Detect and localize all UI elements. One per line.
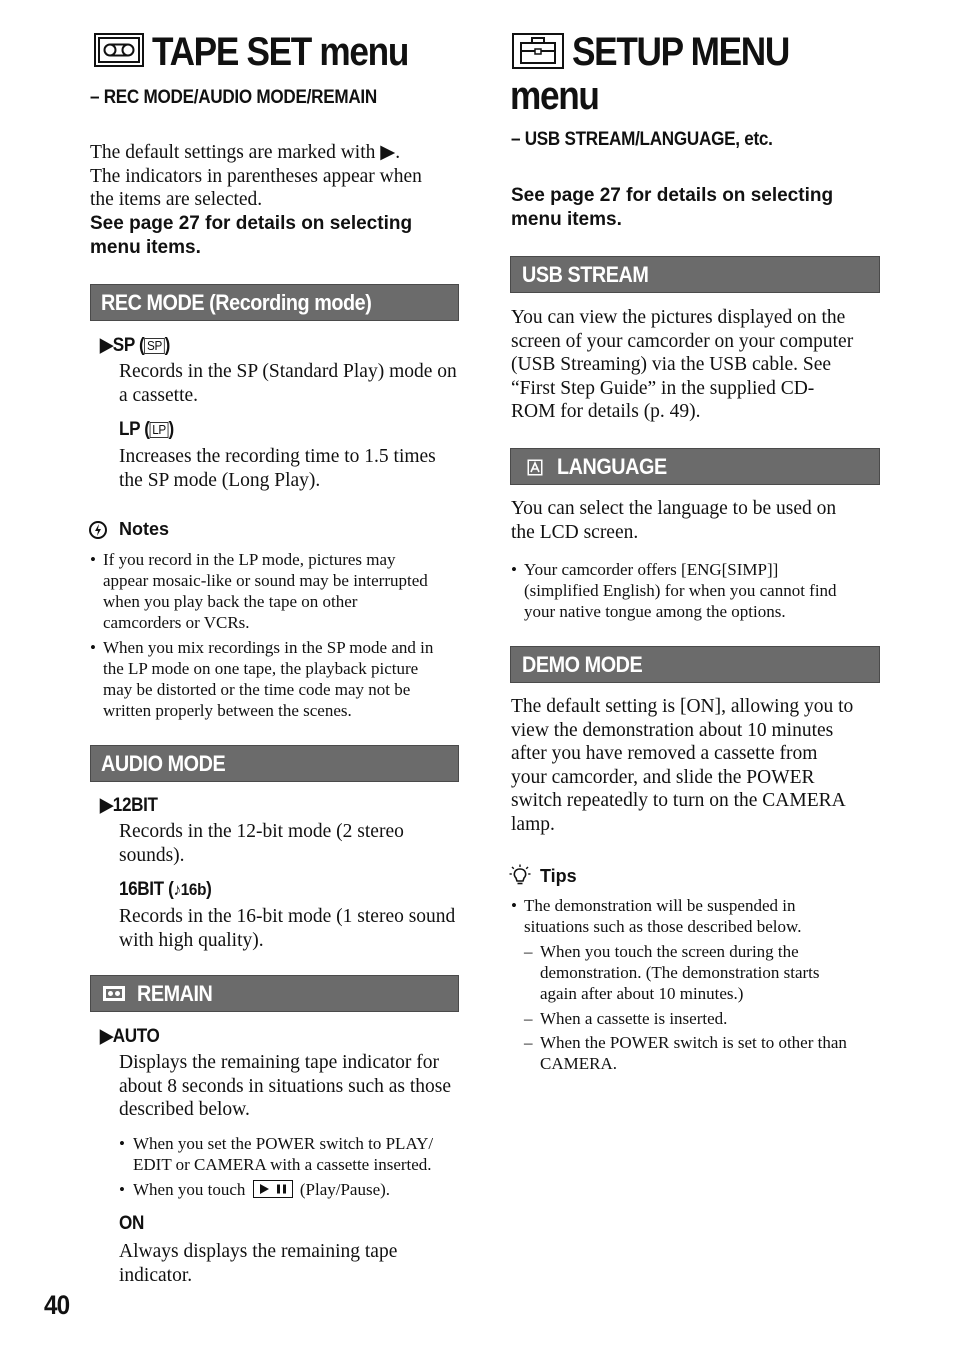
desc-line: ROM for details (p. 49). bbox=[511, 401, 701, 422]
desc-line: Records in the SP (Standard Play) mode on bbox=[119, 361, 457, 382]
option-12bit-desc bbox=[119, 820, 464, 867]
desc-line: You can view the pictures displayed on the bbox=[511, 307, 846, 328]
option-auto bbox=[100, 1025, 159, 1048]
bullet-text: When you touch bbox=[133, 1180, 246, 1199]
desc-line: sounds). bbox=[119, 844, 185, 866]
see-page-line: See page 27 for details on selecting bbox=[511, 185, 834, 206]
language-desc bbox=[511, 497, 886, 544]
option-12bit-label: 12BIT bbox=[112, 795, 158, 816]
page-title-tape-set: TAPE SET menu bbox=[152, 30, 409, 74]
notes-heading: Notes bbox=[119, 519, 170, 539]
option-sp-desc bbox=[119, 360, 464, 407]
see-page-line: menu items. bbox=[511, 209, 622, 230]
desc-line: (USB Streaming) via the USB cable. See bbox=[511, 354, 832, 375]
desc-line: about 8 seconds in situations such as those bbox=[119, 1075, 452, 1097]
section-header-label: LANGUAGE bbox=[557, 454, 667, 479]
option-lp-desc bbox=[119, 445, 464, 492]
language-icon bbox=[527, 459, 543, 481]
dash-line: again after about 10 minutes.) bbox=[540, 984, 744, 1003]
note-line: may be distorted or the time code may not be bbox=[103, 680, 411, 699]
dash-line: When a cassette is inserted. bbox=[540, 1009, 728, 1028]
desc-line: The default setting is [ON], allowing you to bbox=[511, 696, 854, 717]
see-page-note-right bbox=[511, 184, 891, 232]
desc-line: after you have removed a cassette from bbox=[511, 743, 818, 764]
default-marker-icon: ▶ bbox=[100, 335, 113, 356]
subtitle-tape-set: – REC MODE/AUDIO MODE/REMAIN bbox=[90, 87, 377, 108]
bullet-line: The demonstration will be suspended in bbox=[524, 896, 796, 915]
default-marker-icon: ▶ bbox=[100, 1026, 113, 1047]
desc-line: Records in the 16-bit mode (1 stereo sound bbox=[119, 906, 456, 927]
option-on-label: ON bbox=[119, 1213, 144, 1234]
section-header-usb-stream bbox=[510, 256, 880, 293]
paren-close: ) bbox=[164, 335, 170, 356]
page-title-setup-line2: menu bbox=[510, 74, 599, 118]
cassette-icon bbox=[103, 986, 125, 1006]
note-line: When you mix recordings in the SP mode and in bbox=[103, 638, 434, 657]
paren-close: ) bbox=[206, 879, 212, 900]
note-line: written properly between the scenes. bbox=[103, 701, 352, 720]
desc-line: indicator. bbox=[119, 1264, 193, 1286]
option-12bit bbox=[100, 794, 158, 817]
desc-line: You can select the language to be used on bbox=[511, 498, 837, 519]
note-line: the LP mode on one tape, the playback picture bbox=[103, 659, 419, 678]
lp-indicator-icon: LP bbox=[150, 422, 169, 438]
option-lp-label: LP ( bbox=[119, 419, 150, 440]
desc-line: lamp. bbox=[511, 813, 555, 835]
bullet-line: situations such as those described below. bbox=[524, 917, 802, 936]
notes-icon bbox=[89, 521, 107, 539]
bullet-line: EDIT or CAMERA with a cassette inserted. bbox=[133, 1155, 432, 1174]
desc-line: switch repeatedly to turn on the CAMERA bbox=[511, 790, 846, 811]
note-line: appear mosaic-like or sound may be interrupted bbox=[103, 571, 428, 590]
desc-line: view the demonstration about 10 minutes bbox=[511, 719, 834, 741]
section-header-language bbox=[510, 448, 880, 485]
usb-stream-desc bbox=[511, 306, 886, 424]
dash-line: When you touch the screen during the bbox=[540, 942, 799, 961]
setup-menu-icon bbox=[512, 33, 564, 69]
desc-line: a cassette. bbox=[119, 384, 199, 406]
desc-line: Increases the recording time to 1.5 times bbox=[119, 446, 436, 467]
section-header-demo-mode bbox=[510, 646, 880, 683]
intro-text bbox=[90, 141, 470, 212]
section-header-audio-mode bbox=[90, 745, 459, 782]
desc-line: Records in the 12-bit mode (2 stereo bbox=[119, 821, 404, 842]
subtitle-setup: – USB STREAM/LANGUAGE, etc. bbox=[511, 129, 773, 150]
tape-menu-icon bbox=[94, 33, 144, 67]
desc-line: your camcorder, and slide the POWER bbox=[511, 766, 815, 788]
option-on-desc bbox=[119, 1240, 464, 1287]
default-marker-icon: ▶ bbox=[100, 795, 113, 816]
note-line: If you record in the LP mode, pictures may bbox=[103, 550, 396, 569]
sp-indicator-icon: SP bbox=[144, 338, 164, 354]
desc-line: “First Step Guide” in the supplied CD- bbox=[511, 377, 815, 399]
page-title-setup-line1: SETUP MENU bbox=[572, 30, 789, 74]
section-header-rec-mode bbox=[90, 284, 459, 321]
desc-line: Displays the remaining tape indicator for bbox=[119, 1052, 440, 1073]
intro-line: The default settings are marked with ▶. bbox=[90, 142, 401, 163]
paren-close: ) bbox=[168, 419, 174, 440]
section-header-label: DEMO MODE bbox=[522, 652, 643, 677]
see-page-line: See page 27 for details on selecting bbox=[90, 213, 413, 234]
option-lp bbox=[119, 419, 174, 441]
tips-heading: Tips bbox=[540, 866, 577, 886]
intro-line: the items are selected. bbox=[90, 189, 263, 210]
section-header-remain bbox=[90, 975, 459, 1012]
desc-line: Always displays the remaining tape bbox=[119, 1241, 398, 1262]
section-header-label: USB STREAM bbox=[522, 262, 649, 287]
note-line: camcorders or VCRs. bbox=[103, 613, 250, 632]
option-16bit bbox=[119, 879, 211, 901]
desc-line: described below. bbox=[119, 1099, 250, 1120]
section-header-label: AUDIO MODE bbox=[101, 751, 226, 776]
bullet-line: When you set the POWER switch to PLAY/ bbox=[133, 1134, 434, 1153]
bullet-text: (Play/Pause). bbox=[299, 1180, 391, 1199]
see-page-note bbox=[90, 212, 470, 260]
option-auto-label: AUTO bbox=[112, 1026, 160, 1047]
dash-line: CAMERA. bbox=[540, 1054, 617, 1073]
dash-line: demonstration. (The demonstration starts bbox=[540, 963, 820, 982]
tips-icon bbox=[509, 864, 531, 886]
desc-line: screen of your camcorder on your computer bbox=[511, 330, 854, 352]
intro-line: The indicators in parentheses appear when bbox=[90, 165, 422, 187]
section-header-label: REMAIN bbox=[137, 981, 213, 1006]
see-page-line: menu items. bbox=[90, 237, 201, 258]
option-16bit-label: 16BIT ( bbox=[119, 879, 174, 900]
note-line: when you play back the tape on other bbox=[103, 592, 358, 611]
option-16bit-desc bbox=[119, 905, 464, 952]
option-auto-desc bbox=[119, 1051, 464, 1122]
desc-line: the SP mode (Long Play). bbox=[119, 469, 321, 491]
page-number: 40 bbox=[44, 1290, 70, 1320]
desc-line: with high quality). bbox=[119, 929, 264, 951]
desc-line: the LCD screen. bbox=[511, 521, 639, 543]
16bit-indicator-icon: ♪16b bbox=[173, 880, 207, 899]
option-sp bbox=[100, 334, 170, 357]
section-header-label: REC MODE (Recording mode) bbox=[101, 290, 372, 315]
play-pause-button-icon bbox=[253, 1180, 293, 1198]
bullet-line: your native tongue among the options. bbox=[524, 602, 786, 621]
option-sp-label: SP ( bbox=[112, 335, 145, 356]
bullet-line: (simplified English) for when you cannot find bbox=[524, 581, 837, 600]
dash-line: When the POWER switch is set to other than bbox=[540, 1033, 847, 1052]
bullet-line: Your camcorder offers [ENG[SIMP]] bbox=[524, 560, 779, 579]
demo-mode-desc bbox=[511, 695, 891, 836]
